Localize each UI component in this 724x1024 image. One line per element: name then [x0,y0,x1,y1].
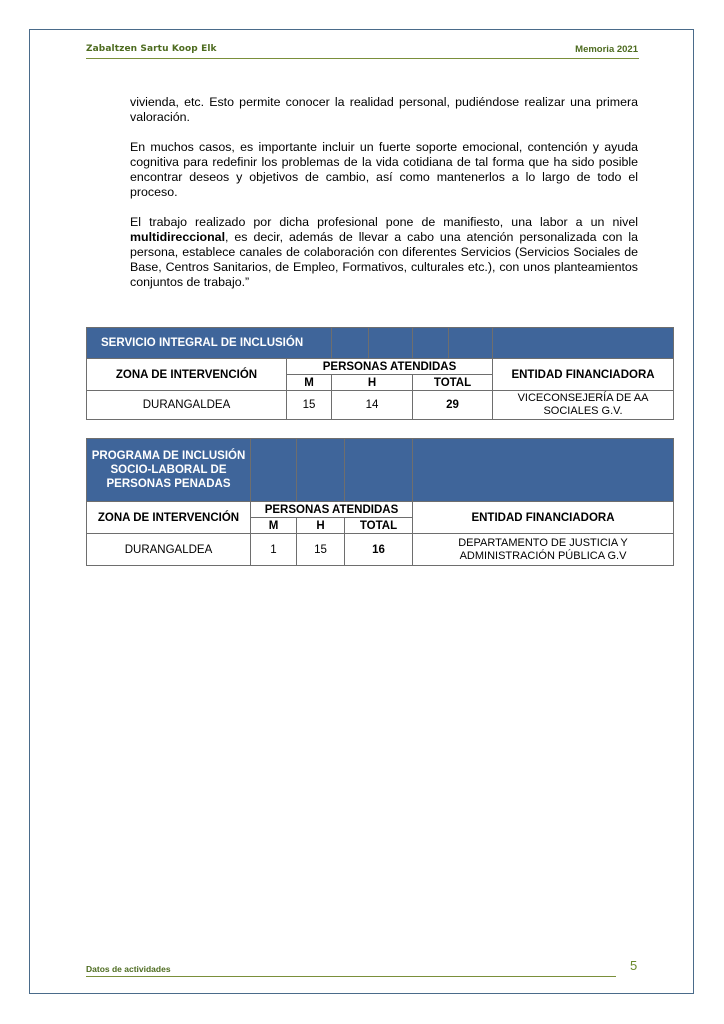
h-header: H [332,375,413,391]
title-filler-cell [251,439,297,502]
title-filler-cell [369,328,413,359]
zona-header: ZONA DE INTERVENCIÓN [87,502,251,534]
m-cell: 1 [251,534,297,566]
zona-cell: DURANGALDEA [87,391,287,420]
table-title-row [87,439,674,502]
title-filler-cell [332,328,369,359]
table-row [87,534,674,566]
total-cell: 29 [413,391,493,420]
footer-divider [86,976,616,977]
m-cell: 15 [287,391,332,420]
header-report-title: Memoria 2021 [575,44,638,55]
personas-header: PERSONAS ATENDIDAS [287,359,493,375]
paragraph-3-bold: multidireccional [130,230,226,244]
page-number: 5 [630,958,638,973]
paragraph-2: En muchos casos, es importante incluir un fuerte soporte emocional, contención y ayuda cognitiva para redefinir los problemas de la vida cotidiana de tal forma que ha sido posible encontrar deseos y objetivos de cambio, así como mantenerlos a lo largo de todo el proceso. [130,140,638,199]
total-header: TOTAL [413,375,493,391]
body-text [130,95,638,290]
table-title-row [87,328,674,359]
h-header: H [297,518,345,534]
zona-cell: DURANGALDEA [87,534,251,566]
header-divider [86,58,639,59]
title-filler-cell [413,439,674,502]
h-cell: 14 [332,391,413,420]
m-header: M [251,518,297,534]
personas-header: PERSONAS ATENDIDAS [251,502,413,518]
title-filler-cell [449,328,493,359]
entidad-line-2: SOCIALES G.V. [543,405,623,417]
title-filler-cell [297,439,345,502]
paragraph-3-part-b: , es decir, además de llevar a cabo una atención personalizada con la persona, establece canales de colaboración con diferentes Servicios (Servicios Sociales de Base, Centros Sanitarios, de Empleo, Formativos, culturales etc.), con unos planteamientos conjuntos de trabajo.” [130,230,638,289]
title-filler-cell [345,439,413,502]
title-filler-cell [493,328,674,359]
table-title: PROGRAMA DE INCLUSIÓN SOCIO-LABORAL DE PERSONAS PENADAS [87,439,251,502]
paragraph-1: vivienda, etc. Esto permite conocer la realidad personal, pudiéndose realizar una primera valoración. [130,95,638,124]
m-header: M [287,375,332,391]
entidad-cell [413,534,674,566]
paragraph-3-part-a: El trabajo realizado por dicha profesional pone de manifiesto, una labor a un nivel [130,215,638,229]
paragraph-3 [130,215,638,290]
table-row [87,391,674,420]
title-filler-cell [413,328,449,359]
table-title: SERVICIO INTEGRAL DE INCLUSIÓN [87,328,332,359]
header-row [87,359,674,375]
entidad-header: ENTIDAD FINANCIADORA [493,359,674,391]
footer-section-title: Datos de actividades [86,964,171,974]
entidad-line-2: ADMINISTRACIÓN PÚBLICA G.V [459,549,627,562]
h-cell: 15 [297,534,345,566]
entidad-header: ENTIDAD FINANCIADORA [413,502,674,534]
entidad-line-1: VICECONSEJERÍA DE AA [517,392,649,404]
total-cell: 16 [345,534,413,566]
header-organization: Zabaltzen Sartu Koop Elk [86,44,217,54]
zona-header: ZONA DE INTERVENCIÓN [87,359,287,391]
table-servicio-integral [86,327,674,420]
entidad-line-1: DEPARTAMENTO DE JUSTICIA Y [458,536,628,549]
table-programa-inclusion [86,438,674,566]
header-row [87,502,674,518]
entidad-cell [493,391,674,420]
total-header: TOTAL [345,518,413,534]
